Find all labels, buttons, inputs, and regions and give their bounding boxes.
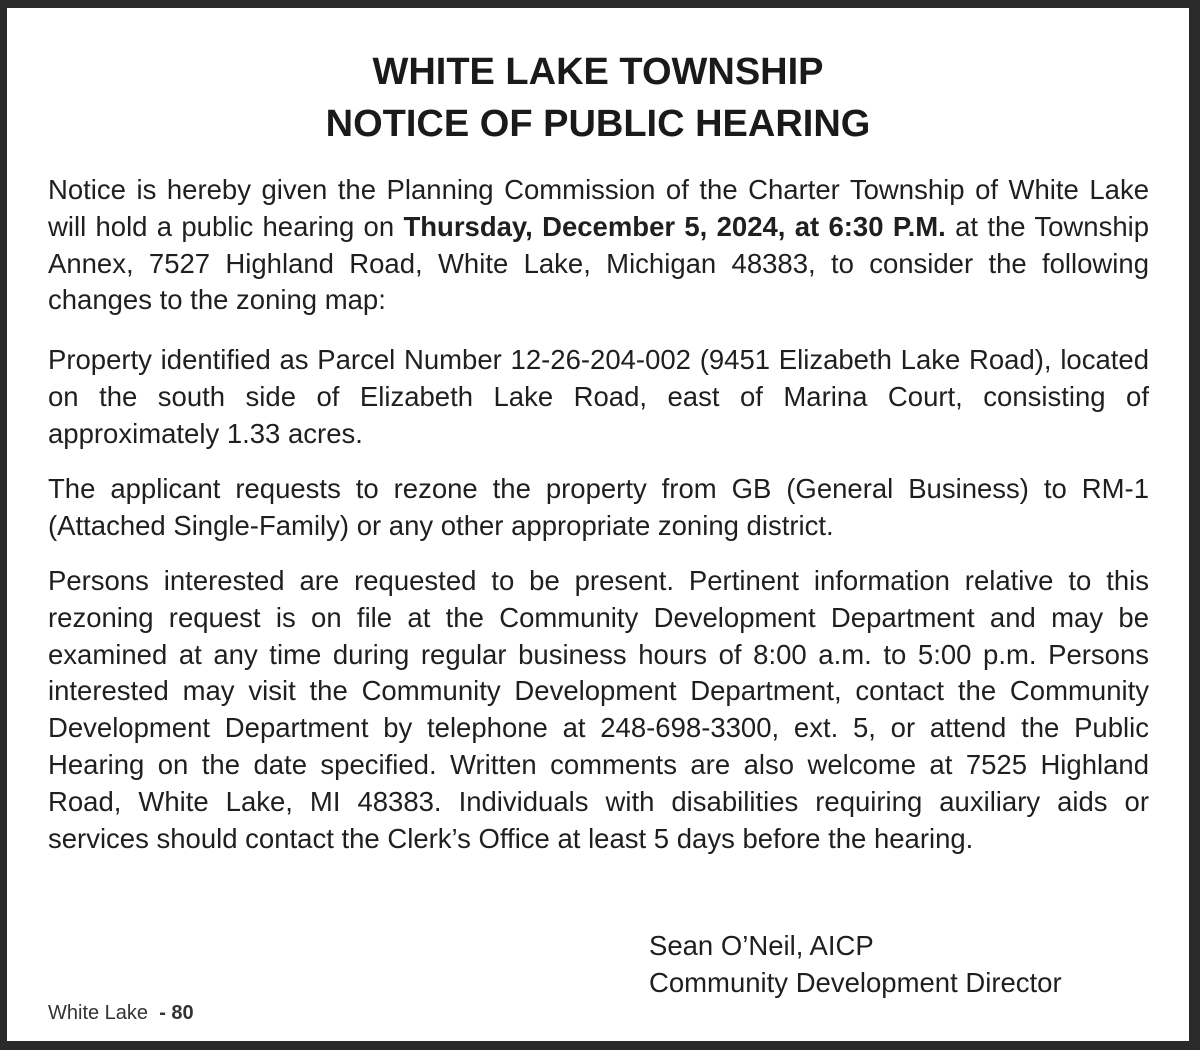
public-notice — [7, 8, 1189, 1041]
footer-reference — [48, 1001, 194, 1025]
intro-text-part2: at the Township Annex, 7527 Highland Road, White Lake, Michigan 48383, to consider the following changes to the zoning map: — [48, 210, 1150, 316]
request-paragraph: The applicant requests to rezone the property from GB (General Business) to RM-1 (Attached Single-Family) or any other appropriate zoning district. — [48, 473, 1149, 541]
information-paragraph: Persons interested are requested to be present. Pertinent information relative to this rezoning request is on file at the Community Development Department and may be examined at any time during regular business hours of 8:00 a.m. to 5:00 p.m. Persons interested may visit the Community Development Department, contact the Community Development Department by telephone at 248-698-3300, ext. 5, or attend the Public Hearing on the date specified. Written comments are also welcome at 7525 Highland Road, White Lake, MI 48383. Individuals with disabilities requiring auxiliary aids or services should contact the Clerk’s Office at least 5 days before the hearing. — [48, 565, 1149, 854]
hearing-date-time: Thursday, December 5, 2024, at 6:30 P.M. — [403, 210, 946, 242]
signature-name: Sean O’Neil, AICP — [649, 930, 874, 961]
intro-paragraph — [48, 172, 1149, 319]
footer-number: - 80 — [159, 1002, 194, 1024]
notice-title-line2: NOTICE OF PUBLIC HEARING — [325, 103, 871, 145]
notice-title-line1: WHITE LAKE TOWNSHIP — [372, 51, 824, 93]
signature-title: Community Development Director — [649, 967, 1062, 998]
footer-label: White Lake — [48, 1002, 149, 1024]
property-paragraph: Property identified as Parcel Number 12-26-204-002 (9451 Elizabeth Lake Road), located on the south side of Elizabeth Lake Road, east of Marina Court, consisting of approximately 1.33 acres. — [48, 344, 1149, 449]
intro-text-part1: Notice is hereby given the Planning Commission of the Charter Township of White Lake will hold a public hearing on — [48, 174, 1149, 242]
